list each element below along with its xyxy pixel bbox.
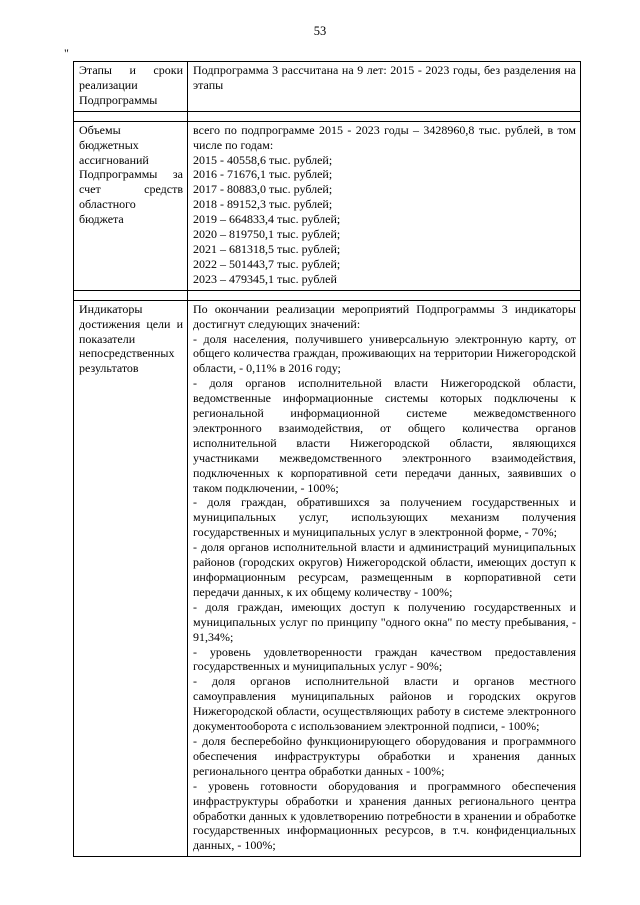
- budget-year-2019: 2019 – 664833,4 тыс. рублей;: [193, 212, 341, 227]
- indicator-item: - уровень готовности оборудования и программного обеспечения инфраструктуры обработки и хранения данных регионального центра обработки данных к удовлетворению потребности в хранении и обработке государственных информационных ресурсов, в т.ч. конфиденциальных данных, - 100%;: [193, 778, 576, 853]
- stages-label: Этапы и сроки реализации Подпрограммы: [74, 62, 188, 112]
- indicator-item: - доля органов исполнительной власти и органов местного самоуправления муниципальных районов и городских округов Нижегородской области, осуществляющих работу в системе электронного документооборота с использованием электронной подписи, - 100%;: [193, 674, 576, 734]
- stages-value: Подпрограмма 3 рассчитана на 9 лет: 2015 - 2023 годы, без разделения на этапы: [188, 62, 581, 112]
- budget-year-2017: 2017 - 80883,0 тыс. рублей;: [193, 182, 333, 197]
- indicator-item: - уровень удовлетворенности граждан качеством предоставления государственных и муниципальных услуг - 90%;: [193, 644, 576, 674]
- indicator-item: - доля бесперебойно функционирующего оборудования и программного обеспечения инфраструктуры обработки и хранения данных регионального центра обработки данных - 100%;: [193, 733, 576, 778]
- page-number: 53: [313, 24, 327, 38]
- stages-row: [74, 62, 581, 112]
- indicators-row: [74, 300, 581, 857]
- spacer-row: [74, 111, 581, 121]
- budget-value: [188, 121, 581, 290]
- subprogram-passport-table: [73, 61, 581, 857]
- budget-year-2018: 2018 - 89152,3 тыс. рублей;: [193, 197, 333, 212]
- indicator-item: - доля органов исполнительной власти Нижегородской области, ведомственные информационные системы которых подключены к региональной информационной системе межведомственного электронного взаимодействия, от общего количества органов исполнительной власти Нижегородской области, являющихся участниками межведомственного электронного взаимодействия, подключенных к корпоративной сети передачи данных, заявивших о таком подключении, - 100%;: [193, 376, 576, 495]
- budget-intro: всего по подпрограмме 2015 - 2023 годы – 3428960,8 тыс. рублей, в том числе по годам:: [193, 122, 576, 152]
- indicator-item: - доля граждан, обратившихся за получением государственных и муниципальных услуг, использующих механизм получения государственных и муниципальных услуг в электронной форме, - 70%;: [193, 495, 576, 540]
- budget-label: Объемы бюджетных ассигнований Подпрограммы за счет средств областного бюджета: [74, 121, 188, 290]
- indicators-value: [188, 300, 581, 857]
- indicators-intro: По окончании реализации мероприятий Подпрограммы 3 индикаторы достигнут следующих значений:: [193, 301, 576, 331]
- budget-year-2015: 2015 - 40558,6 тыс. рублей;: [193, 152, 333, 167]
- budget-year-2020: 2020 – 819750,1 тыс. рублей;: [193, 227, 341, 242]
- budget-year-2022: 2022 – 501443,7 тыс. рублей;: [193, 256, 341, 271]
- indicator-item: - доля органов исполнительной власти и администраций муниципальных районов (городских округов) Нижегородской области, имеющих доступ к информационным ресурсам, размещенным в корпоративной сети передачи данных, к их общему количеству - 100%;: [193, 540, 576, 599]
- budget-row: [74, 121, 581, 290]
- budget-year-2021: 2021 – 681318,5 тыс. рублей;: [193, 241, 341, 256]
- spacer-row: [74, 290, 581, 300]
- indicators-label: Индикаторы достижения цели и показатели непосредственных результатов: [74, 300, 188, 857]
- opening-quote-mark: ": [64, 46, 69, 60]
- budget-year-2016: 2016 - 71676,1 тыс. рублей;: [193, 167, 333, 182]
- indicator-item: - доля населения, получившего универсальную электронную карту, от общего количества граждан, проживающих на территории Нижегородской области, - 0,11% в 2016 году;: [193, 331, 576, 376]
- indicator-item: - доля граждан, имеющих доступ к получению государственных и муниципальных услуг по принципу "одного окна" по месту пребывания, - 91,34%;: [193, 599, 576, 644]
- budget-year-2023: 2023 – 479345,1 тыс. рублей: [193, 271, 337, 286]
